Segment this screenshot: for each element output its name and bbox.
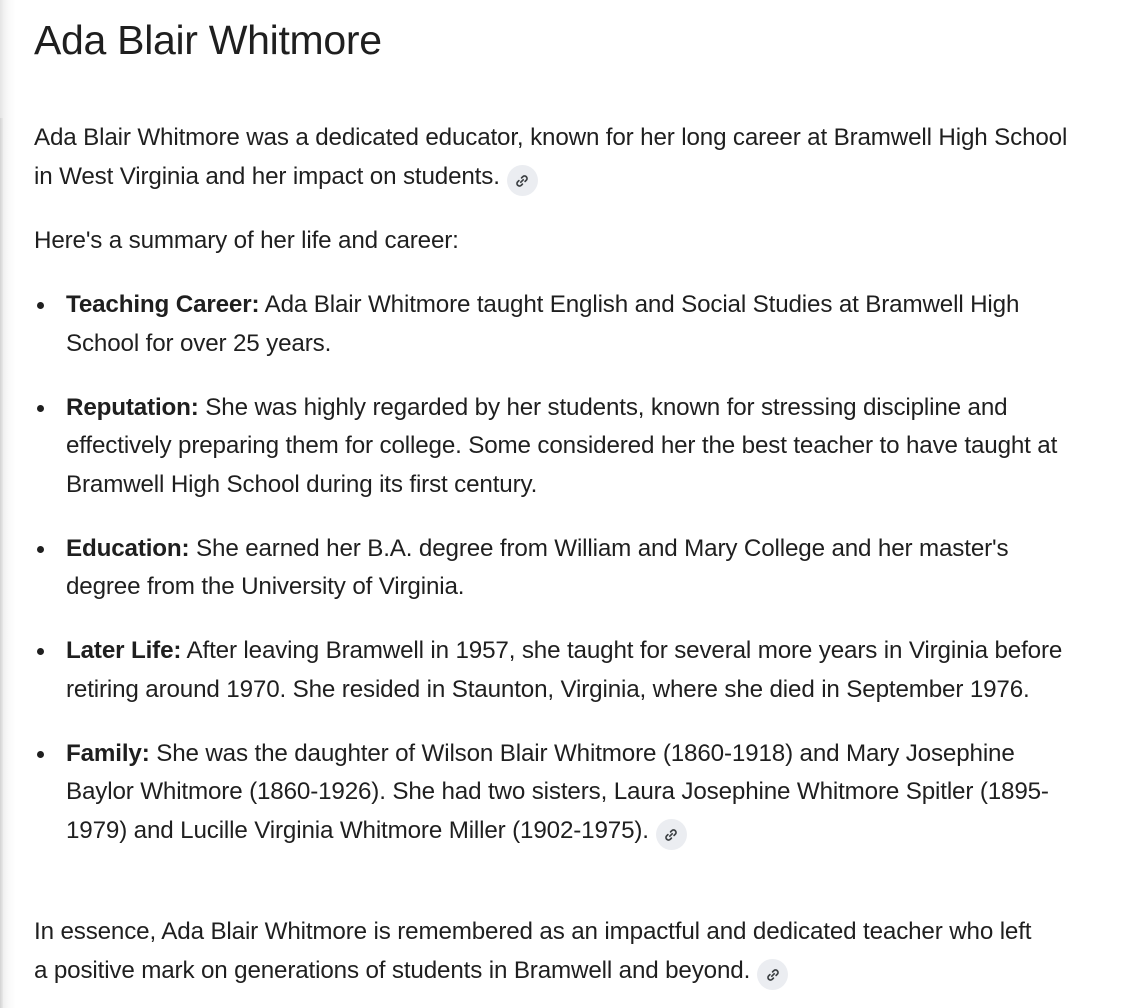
link-icon xyxy=(514,173,530,189)
bullet-term: Later Life: xyxy=(66,637,182,664)
bullet-term: Education: xyxy=(66,534,190,562)
list-item xyxy=(34,632,1074,709)
link-icon xyxy=(765,967,781,983)
summary-list xyxy=(34,286,1074,876)
summary-lead: Here's a summary of her life and career: xyxy=(34,227,459,254)
bullet-text: She was highly regarded by her students, known for stressing discipline and effectively preparing them for college. Some considered her the best teacher to have taught at Bramwell High School during its first century. xyxy=(66,393,1058,498)
left-panel-edge xyxy=(0,118,3,1008)
list-item xyxy=(34,286,1074,363)
closing-paragraph xyxy=(34,913,1044,990)
bullet-term: Family: xyxy=(66,739,150,767)
bullet-text: Ada Blair Whitmore taught English and Social Studies at Bramwell High School for over 25 years. xyxy=(66,291,1020,357)
bullet-dot xyxy=(37,751,44,758)
bullet-term: Reputation: xyxy=(66,393,199,421)
citation-link-button[interactable] xyxy=(757,959,788,990)
bullet-text: She earned her B.A. degree from William and Mary College and her master's degree from the University of Virginia. xyxy=(66,534,1009,600)
bullet-text: After leaving Bramwell in 1957, she taught for several more years in Virginia before retiring around 1970. She resided in Staunton, Virginia, where she died in September 1976. xyxy=(66,637,1063,703)
citation-link-button[interactable] xyxy=(656,819,687,850)
bullet-dot xyxy=(37,546,44,553)
link-icon xyxy=(663,827,679,843)
page-title: Ada Blair Whitmore xyxy=(34,17,382,63)
bullet-dot xyxy=(37,405,44,412)
bullet-dot xyxy=(37,648,44,655)
bullet-dot xyxy=(37,302,44,309)
citation-link-button[interactable] xyxy=(507,165,538,196)
list-item xyxy=(34,389,1074,505)
closing-text: In essence, Ada Blair Whitmore is remembered as an impactful and dedicated teacher who left a positive mark on generations of students in Bramwell and beyond. xyxy=(34,918,1032,984)
list-item xyxy=(34,735,1074,851)
intro-paragraph xyxy=(34,119,1084,196)
intro-text: Ada Blair Whitmore was a dedicated educator, known for her long career at Bramwell High School in West Virginia and her impact on students. xyxy=(34,124,1068,190)
bullet-text: She was the daughter of Wilson Blair Whitmore (1860-1918) and Mary Josephine Baylor Whitmore (1860-1926). She had two sisters, Laura Josephine Whitmore Spitler (1895-1979) and Lucille Virginia Whitmore Miller (1902-1975). xyxy=(66,739,1049,844)
bullet-term: Teaching Career: xyxy=(66,291,260,318)
list-item xyxy=(34,530,1074,607)
